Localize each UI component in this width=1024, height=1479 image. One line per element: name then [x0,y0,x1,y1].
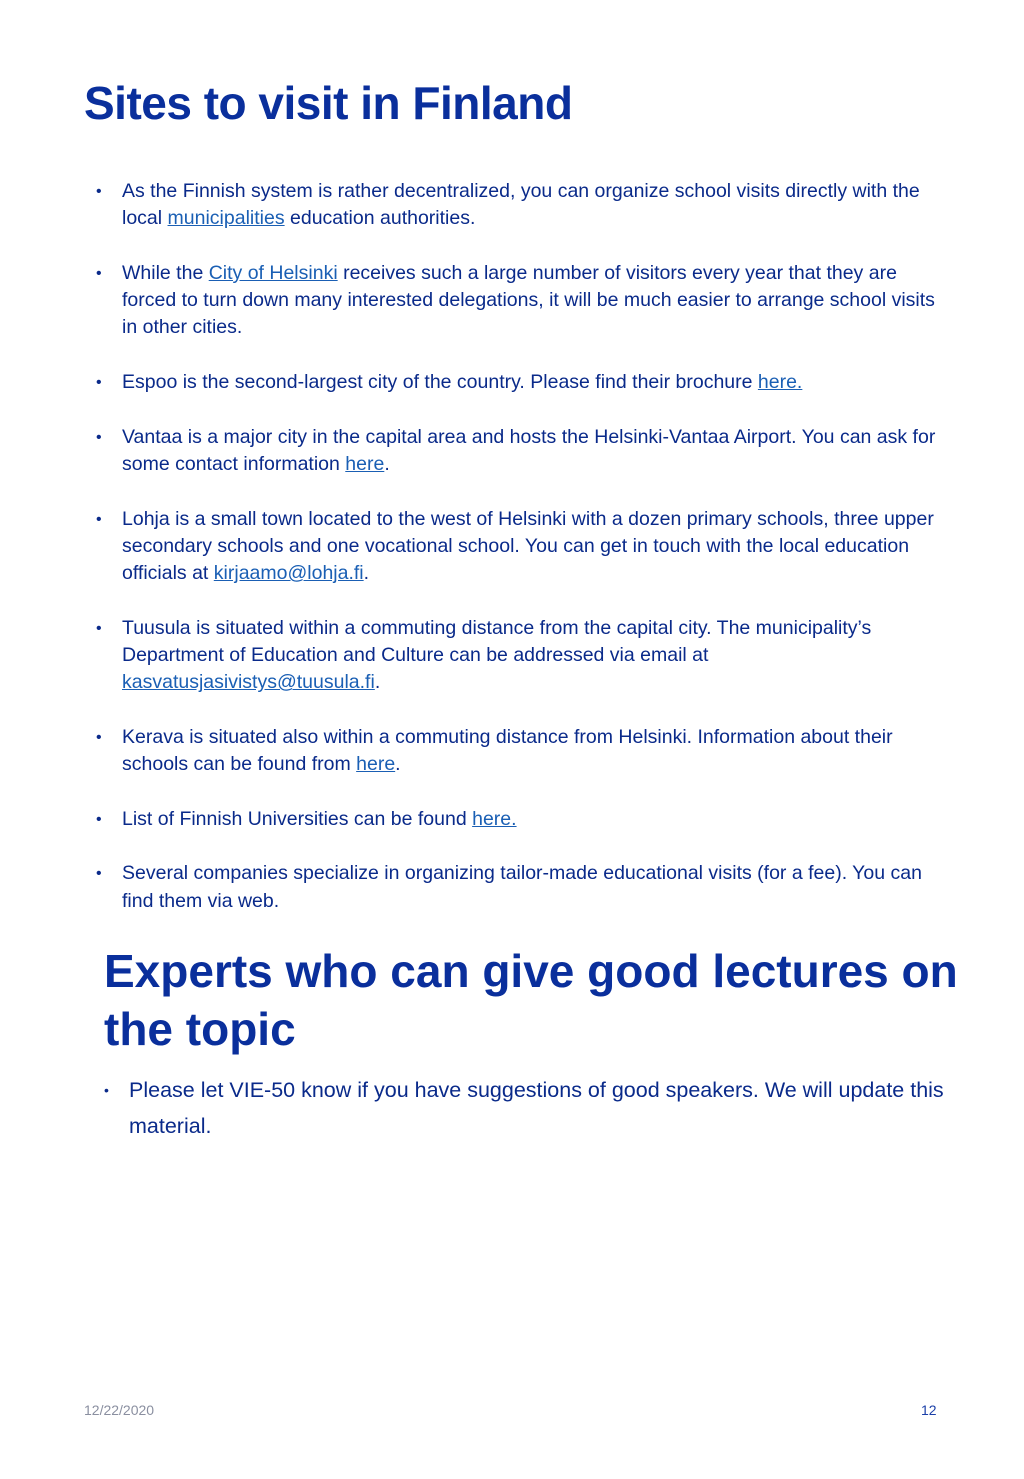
list-item: • List of Finnish Universities can be found here. [96,806,946,833]
helsinki-link[interactable]: City of Helsinki [208,261,338,284]
page-title: Sites to visit in Finland [84,77,573,129]
bullet-icon: • [96,728,102,746]
section-title: Experts who can give good lectures on the topic [104,945,958,1055]
list-item: • Vantaa is a major city in the capital area and hosts the Helsinki-Vantaa Airport. You can ask for some contact information here. [96,425,936,475]
list-item: • Several companies specialize in organizing tailor-made educational visits (for a fee). You can find them via web. [96,862,922,912]
bullet-icon: • [96,183,102,200]
bullet-icon: • [96,264,102,282]
universities-link[interactable]: here. [472,807,517,830]
kerava-schools-link[interactable]: here [356,753,396,776]
page-number: 12 [921,1402,937,1418]
experts-list [104,1072,964,1144]
list-item: • Espoo is the second-largest city of the country. Please find their brochure here. [96,369,946,396]
espoo-brochure-link[interactable]: here. [757,371,803,394]
tuusula-email-link[interactable]: kasvatusjasivistys@tuusula.fi [122,671,375,694]
bullet-icon: • [96,619,102,637]
sites-list [96,178,946,942]
list-item: • As the Finnish system is rather decentralized, you can organize school visits directly with the local municipalities education authorities. [96,180,920,230]
bullet-icon: • [96,865,102,883]
list-item: • While the City of Helsinki receives such a large number of visitors every year that they are forced to turn down many interested delegations, it will be much easier to arrange school visits in other cities. [96,261,935,339]
list-item: • Please let VIE-50 know if you have suggestions of good speakers. We will update this material. [104,1072,964,1144]
bullet-icon: • [96,374,102,392]
bullet-icon: • [96,428,102,446]
bullet-icon: • [104,1082,109,1098]
list-item: • Kerava is situated also within a commuting distance from Helsinki. Information about their schools can be found from here. [96,725,893,776]
bullet-icon: • [96,510,102,528]
municipalities-link[interactable]: municipalities [167,207,285,230]
bullet-icon: • [96,810,102,828]
list-item: • Tuusula is situated within a commuting distance from the capital city. The municipality’s Department of Education and Culture can be addressed via email at kasvatusjasivistys@tuusula.fi. [96,616,872,694]
list-item: • Lohja is a small town located to the west of Helsinki with a dozen primary schools, three upper secondary schools and one vocational school. You can get in touch with the local education officials at kirjaamo@lohja.fi. [96,507,934,585]
footer-date: 12/22/2020 [84,1402,155,1418]
lohja-email-link[interactable]: kirjaamo@lohja.fi [213,562,364,585]
vantaa-contact-link[interactable]: here [345,452,385,475]
